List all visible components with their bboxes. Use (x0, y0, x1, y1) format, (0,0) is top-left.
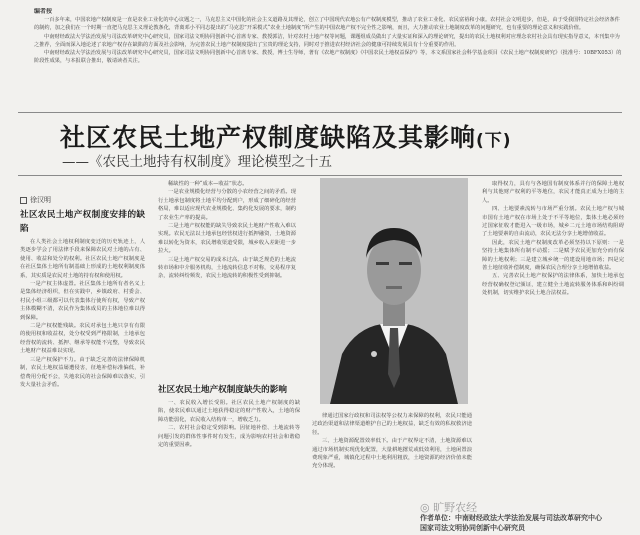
section-title: 社区农民土地产权制度安排的缺陷 (20, 210, 145, 234)
body-paragraph: 一、农民收入增长受阻。社区农民土地产权制度的缺陷，使农民难以通过土地获得稳定的财产性收入，土地的保障功能弱化，农民收入结构单一，增收乏力。 (158, 400, 300, 423)
editor-note-paragraph: 一百多年来，中国农地产权制度是一直是农业工业化的中心议题之一，马克思主义中国化的社会主义道路及其理论，创立了中国现代农地公有产权制度模型，推动了农业工业化、农民富裕和小康。农村社会文明进步，但是，由于受我国特定社会经济条件的制约，加之我们在一个时期一直把马克思主义理论教条化，背离邓小平同志提出的“马克思”开采模式“农业土地制度”所产生的中国农地产权不完全性之影响，而且，大力推动农业土地制度改革的问题研究，也有重要的理论意义和实践价值。 (34, 17, 620, 32)
body-paragraph: 五、完善农民土地产权保护的法律体系，加快土地承包经营权确权登记颁证，建立健全土地流转服务体系和纠纷调处机制，切实维护农民土地合法权益。 (482, 273, 624, 297)
headline-main: 社区农民土地产权制度缺陷及其影响 (60, 123, 477, 152)
body-paragraph: 二、农村社会稳定受到影响。因征地补偿、土地流转等问题引发的群体性事件时有发生，成为影响农村社会和谐稳定的重要因素。 (158, 425, 300, 449)
body-paragraph: 三、土地资源配置效率低下。由于产权界定不清，土地资源难以通过市场机制实现优化配置，大量耕地撂荒或低效利用，土地闲置浪费现象严重，城镇化过程中土地利用粗放，土地资源的经济价值未能充分体现。 (312, 438, 472, 470)
article-headline (60, 118, 512, 154)
author-portrait-photo (320, 178, 468, 404)
author-name: 徐汉明 (30, 196, 51, 204)
body-paragraph: 律通过国家行政权和司法权等公权力来保障的权利，农民只能通过政治渠道和法律渠道维护自己的土地权益，缺乏有效的私权救济途径。 (312, 413, 472, 436)
byline-marker-icon (20, 197, 27, 204)
body-paragraph: 取得权力，具有与各地国有制度体系并行的保障土地权利与其他财产权利的平等地位，农民才能真正成为土地的主人。 (482, 181, 624, 204)
body-paragraph: 一是农业规模化经营与分散的小农经营之间的矛盾。现行土地承包制度将土地平均分配到户，形成了细碎化的经营格局，难以适应现代农业规模化、集约化发展的要求，制约了农业生产率的提高。 (158, 189, 296, 221)
body-paragraph: 三是土地产权交易的成本过高。由于缺乏规范的土地流转市场和中介服务机构，土地流转信息不对称，交易程序复杂，流转纠纷频发，农民土地流转的积极性受到抑制。 (158, 256, 296, 280)
editor-note (34, 8, 624, 108)
affiliation-line: 作者单位：中南财经政法大学法治发展与司法改革研究中心 (420, 514, 602, 522)
body-paragraph: 一是产权主体虚置。社区集体土地所有者名义上是集体经济组织，但在实践中，乡镇政府、村委会、村民小组三级都可以代表集体行使所有权，导致产权主体模糊不清，农民作为集体成员的主体地位难以得到保障。 (20, 281, 145, 321)
body-paragraph: 二是土地产权权能的缺失导致农民土地财产性收入难以实现。农民无法以土地承包经营权进行抵押融资，土地资源难以转化为资本，农民增收渠道受限，城乡收入差距进一步拉大。 (158, 223, 296, 255)
editor-note-label: 编者按 (34, 8, 53, 15)
body-paragraph: 在人类社会土地权利制度变迁的历史轨迹上，人类逐步学会了用法律手段来保障农民对土地的占有、使用、收益和处分的权利。社区农民土地产权制度是在社区集体土地所有制基础上形成的土地权利制度体系，其实质是农民对土地的持有权和使用权。 (20, 239, 145, 279)
article-subheadline: ——《农民土地持有权制度》理论模型之十五 (62, 154, 332, 170)
text-column-2 (158, 180, 296, 376)
author-affiliation-note (420, 503, 630, 533)
body-paragraph: 三是产权保护不力。由于缺乏完善的法律保障机制，农民土地权益屡遭侵害，征地补偿标准偏低，补偿费用分配不公，失地农民的社会保障难以落实，引发大量社会矛盾。 (20, 356, 145, 388)
editor-note-paragraph: 中南财经政法大学法治发展与司法改革研究中心研究员，国家司法文明协同创新中心首席专家、教授，博士生导师，著有《农地产权制度》《中国农民土地权益保护》等，本文系国家社会科学基金项目《农民土地产权制度研究》（批准号：10BFX053）的阶段性成果，与本报联合推出，敬请读者关注。 (34, 50, 622, 65)
body-paragraph: 因此，农民土地产权制度改革必须坚持以下原则：一是坚持土地集体所有制不动摇；二是赋予农民更加充分而有保障的土地权利；三是建立城乡统一的建设用地市场；四是完善土地征收补偿制度，确保农民合理分享土地增值收益。 (482, 239, 624, 272)
watermark-brand: ◎ 旷野农经 (420, 501, 478, 514)
section-title: 社区农民土地产权制度缺失的影响 (158, 385, 287, 395)
text-column-4 (482, 180, 624, 490)
text-column-1 (20, 205, 145, 530)
text-column-2-lower (158, 380, 300, 530)
headline-suffix: (下) (476, 131, 512, 151)
body-paragraph: 稀缺性的一种“成本—收益”状态。 (168, 181, 248, 187)
top-divider (18, 112, 622, 113)
headline-divider (18, 175, 622, 176)
author-byline (20, 195, 51, 205)
body-paragraph: 四、土地要素流转与市场严重分割。农民土地产权与城市国有土地产权在市场上处于不平等地位，集体土地必须经过国家征收才能进入一级市场，城乡二元土地市场结构阻碍了土地要素的自由流动，农民无法分享土地增值收益。 (482, 206, 624, 238)
affiliation-line: 国家司法文明协同创新中心研究员 (420, 524, 525, 532)
portrait-image (320, 178, 468, 404)
editor-note-paragraph: 中南财经政法大学法治发展与司法改革研究中心研究员，国家司法文明协同创新中心首席专家、教授郭洁，针对农村土地产权等问题，课题组成员做出了大量实证和深入的理论研究，提出的农民土地权利对应理念农村社会具有现实指导意义，本刊集中为之推荐，全面而深入地论述了农地产权存在缺陷的方面及社会影响，为完善农民土地产权制度提出了宝贵的理论支持，同时对于推进农村经济社会的健康可持续发展具有十分重要的作用。 (34, 33, 620, 48)
body-paragraph: 二是产权权能残缺。农民对承包土地只享有有限的使用权和收益权，处分权受到严格限制，土地承包经营权的流转、抵押、继承等权能不完整，导致农民土地财产权益难以实现。 (20, 323, 145, 355)
